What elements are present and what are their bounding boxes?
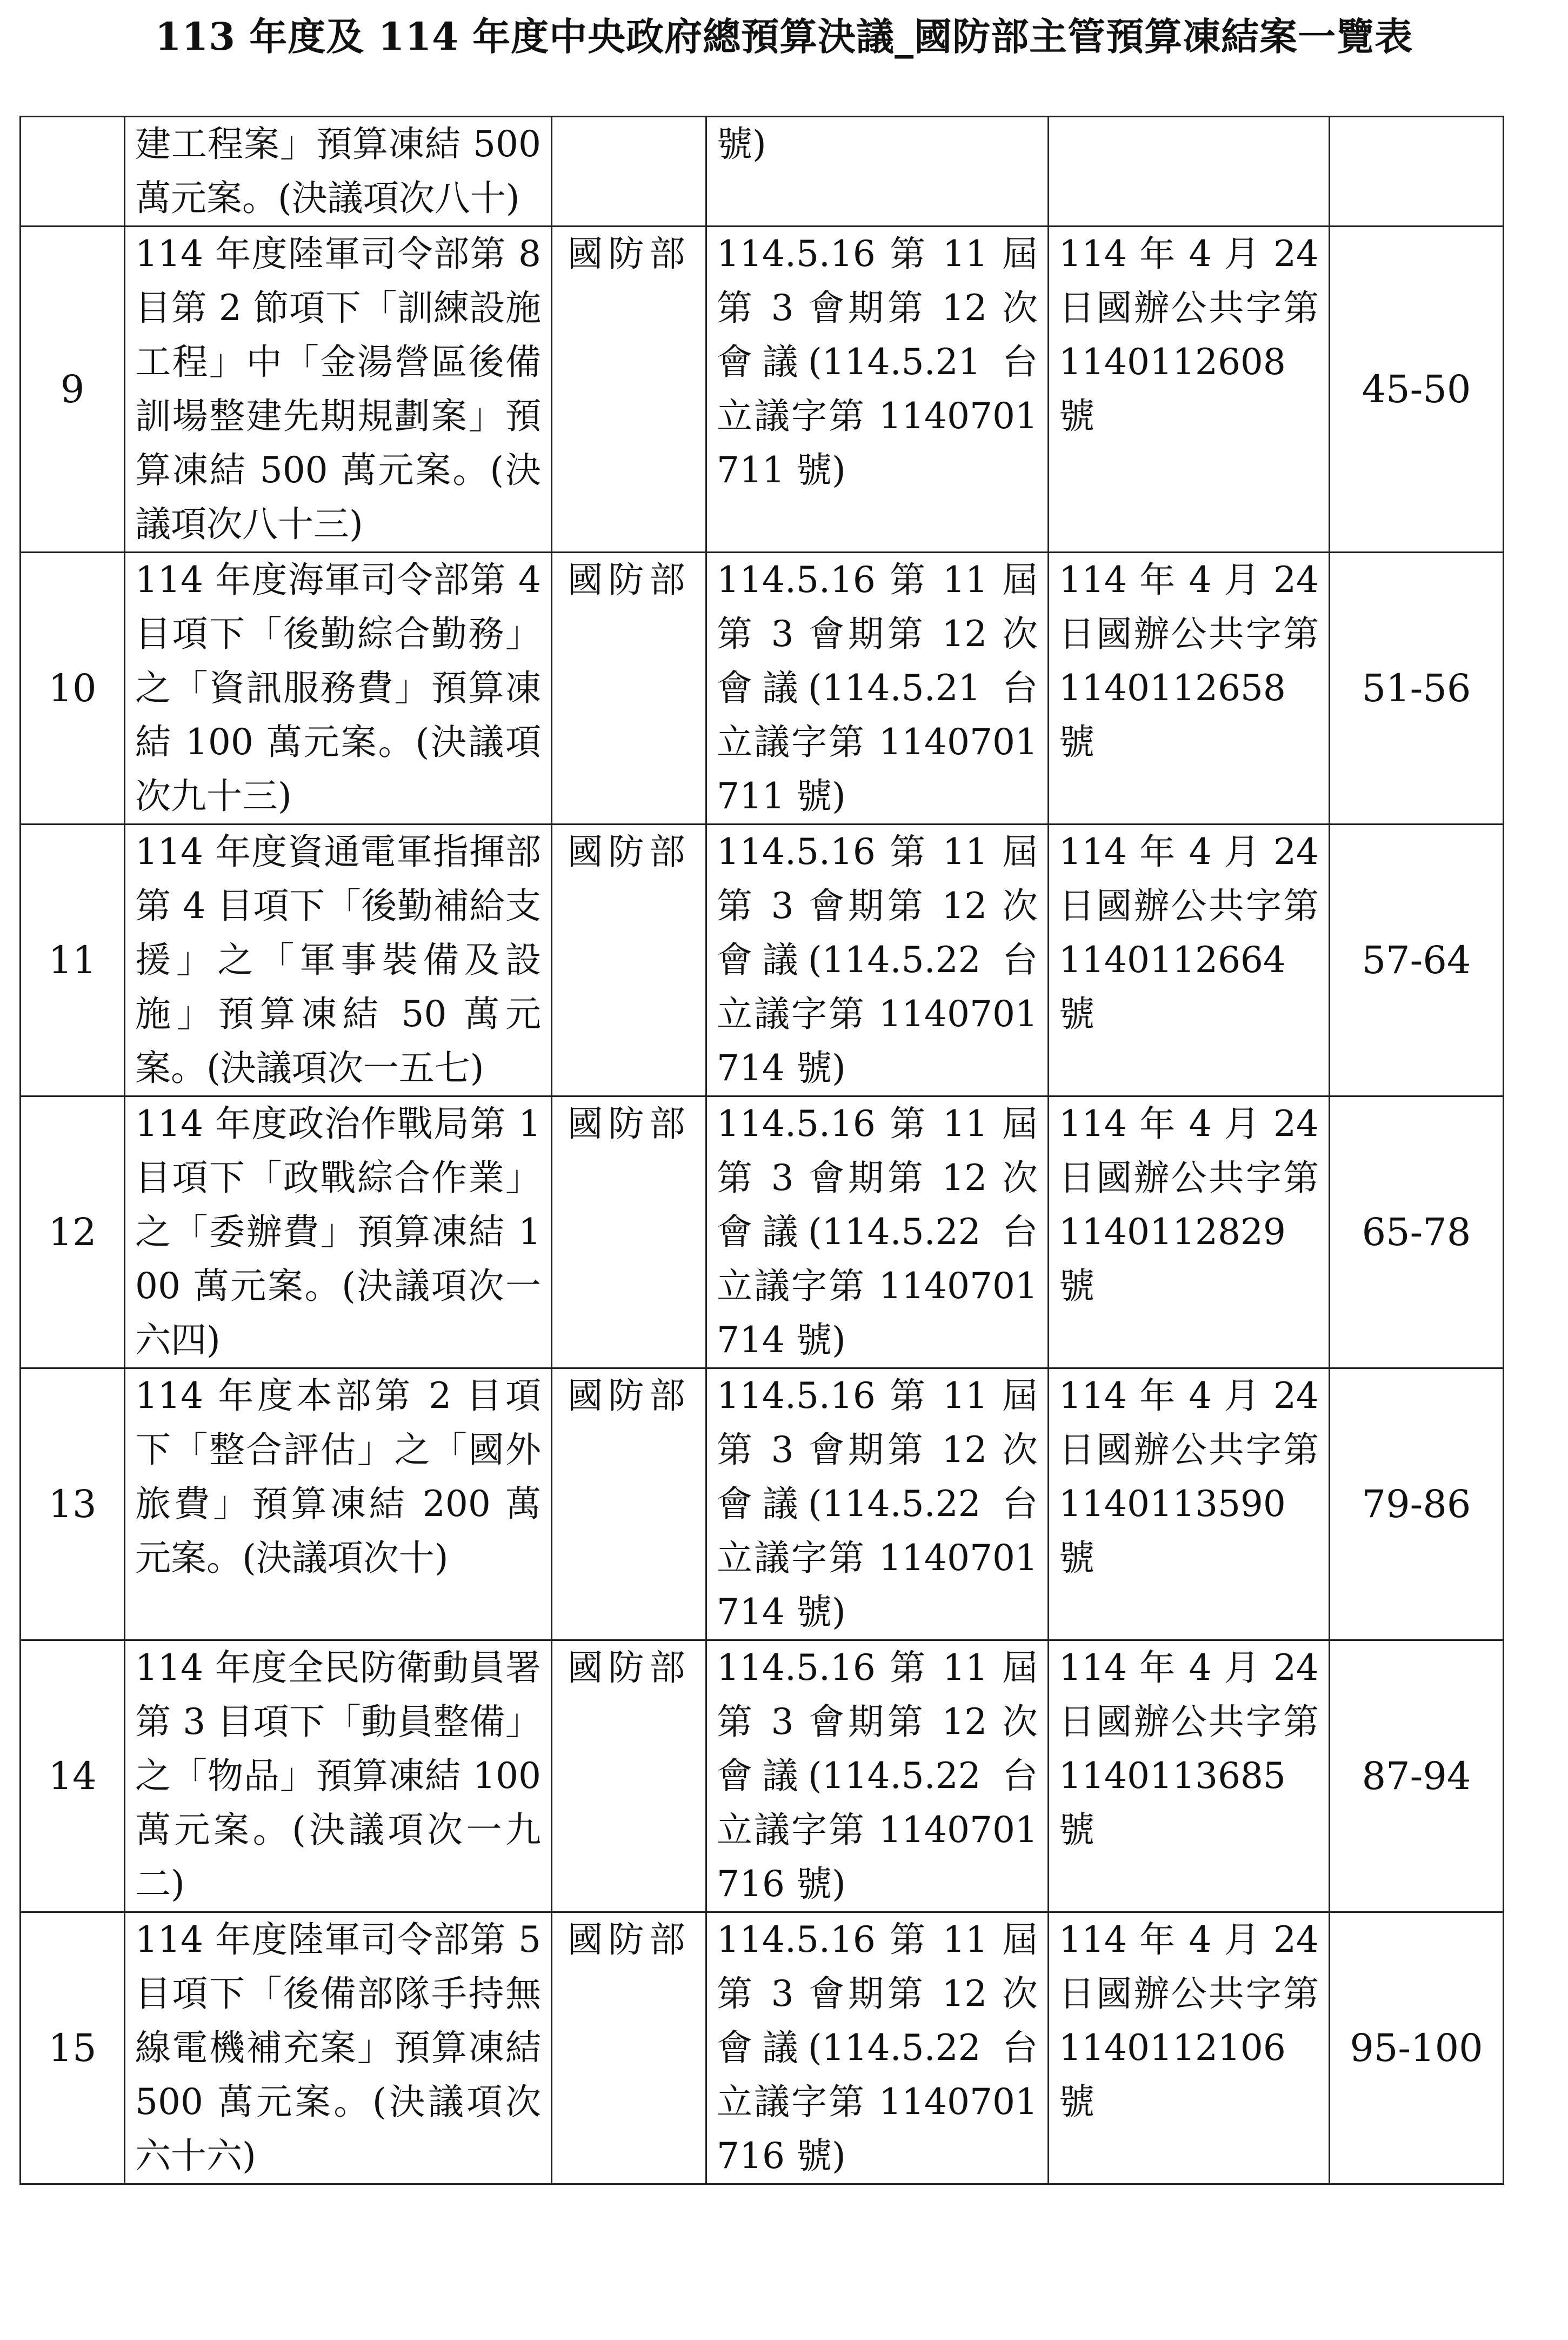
official-letter-cell: 114 年 4 月 24 日國辦公共字第 1140112664 號 xyxy=(1049,825,1330,1096)
table-row xyxy=(21,553,1504,825)
page-range-cell: 79-86 xyxy=(1330,1368,1504,1640)
official-letter-cell: 114 年 4 月 24 日國辦公共字第 1140112829 號 xyxy=(1049,1096,1330,1368)
case-number-cell: 10 xyxy=(21,553,125,825)
table-row xyxy=(21,1640,1504,1912)
page-title: 113 年度及 114 年度中央政府總預算決議_國防部主管預算凍結案一覽表 xyxy=(155,14,1413,59)
freeze-case-table xyxy=(19,116,1504,2185)
case-number-cell: 9 xyxy=(21,227,125,553)
meeting-resolution-cell: 114.5.16 第 11 屆第 3 會期第 12 次會議(114.5.22 台立議字第 1140701714 號) xyxy=(706,825,1049,1096)
agency-cell xyxy=(552,117,706,227)
table-row xyxy=(21,227,1504,553)
table-row-continuation xyxy=(21,117,1504,227)
case-number-cell xyxy=(21,117,125,227)
meeting-resolution-cell: 114.5.16 第 11 屆第 3 會期第 12 次會議(114.5.22 台立議字第 1140701716 號) xyxy=(706,1912,1049,2184)
agency-cell: 國防部 xyxy=(552,1096,706,1368)
case-number-cell: 11 xyxy=(21,825,125,1096)
meeting-resolution-cell: 號) xyxy=(706,117,1049,227)
table-row xyxy=(21,825,1504,1096)
meeting-resolution-cell: 114.5.16 第 11 屆第 3 會期第 12 次會議(114.5.22 台立議字第 1140701714 號) xyxy=(706,1368,1049,1640)
agency-cell: 國防部 xyxy=(552,825,706,1096)
case-description-cell: 建工程案」預算凍結 500 萬元案。(決議項次八十) xyxy=(125,117,552,227)
page-range-cell: 95-100 xyxy=(1330,1912,1504,2184)
case-description-cell: 114 年度政治作戰局第 1 目項下「政戰綜合作業」之「委辦費」預算凍結 100 萬元案。(決議項次一六四) xyxy=(125,1096,552,1368)
official-letter-cell xyxy=(1049,117,1330,227)
page-range-cell: 57-64 xyxy=(1330,825,1504,1096)
case-description-cell: 114 年度陸軍司令部第 5 目項下「後備部隊手持無線電機補充案」預算凍結 500 萬元案。(決議項次六十六) xyxy=(125,1912,552,2184)
official-letter-cell: 114 年 4 月 24 日國辦公共字第 1140113685 號 xyxy=(1049,1640,1330,1912)
agency-cell: 國防部 xyxy=(552,227,706,553)
case-description-cell: 114 年度陸軍司令部第 8 目第 2 節項下「訓練設施工程」中「金湯營區後備訓場整建先期規劃案」預算凍結 500 萬元案。(決議項次八十三) xyxy=(125,227,552,553)
table-row xyxy=(21,1096,1504,1368)
case-number-cell: 12 xyxy=(21,1096,125,1368)
page-range-cell xyxy=(1330,117,1504,227)
meeting-resolution-cell: 114.5.16 第 11 屆第 3 會期第 12 次會議(114.5.22 台立議字第 1140701714 號) xyxy=(706,1096,1049,1368)
case-description-cell: 114 年度本部第 2 目項下「整合評估」之「國外旅費」預算凍結 200 萬元案。(決議項次十) xyxy=(125,1368,552,1640)
table-row xyxy=(21,1368,1504,1640)
agency-cell: 國防部 xyxy=(552,1640,706,1912)
agency-cell: 國防部 xyxy=(552,1912,706,2184)
page-range-cell: 45-50 xyxy=(1330,227,1504,553)
official-letter-cell: 114 年 4 月 24 日國辦公共字第 1140112608 號 xyxy=(1049,227,1330,553)
official-letter-cell: 114 年 4 月 24 日國辦公共字第 1140113590 號 xyxy=(1049,1368,1330,1640)
agency-cell: 國防部 xyxy=(552,1368,706,1640)
case-description-cell: 114 年度全民防衛動員署第 3 目項下「動員整備」之「物品」預算凍結 100 萬元案。(決議項次一九二) xyxy=(125,1640,552,1912)
case-description-cell: 114 年度海軍司令部第 4 目項下「後勤綜合勤務」之「資訊服務費」預算凍結 100 萬元案。(決議項次九十三) xyxy=(125,553,552,825)
page-range-cell: 65-78 xyxy=(1330,1096,1504,1368)
page-range-cell: 87-94 xyxy=(1330,1640,1504,1912)
meeting-resolution-cell: 114.5.16 第 11 屆第 3 會期第 12 次會議(114.5.22 台立議字第 1140701716 號) xyxy=(706,1640,1049,1912)
page-range-cell: 51-56 xyxy=(1330,553,1504,825)
case-number-cell: 13 xyxy=(21,1368,125,1640)
official-letter-cell: 114 年 4 月 24 日國辦公共字第 1140112658 號 xyxy=(1049,553,1330,825)
table-row xyxy=(21,1912,1504,2184)
meeting-resolution-cell: 114.5.16 第 11 屆第 3 會期第 12 次會議(114.5.21 台立議字第 1140701711 號) xyxy=(706,227,1049,553)
case-description-cell: 114 年度資通電軍指揮部第 4 目項下「後勤補給支援」之「軍事裝備及設施」預算凍結 50 萬元案。(決議項次一五七) xyxy=(125,825,552,1096)
case-number-cell: 15 xyxy=(21,1912,125,2184)
case-number-cell: 14 xyxy=(21,1640,125,1912)
official-letter-cell: 114 年 4 月 24 日國辦公共字第 1140112106 號 xyxy=(1049,1912,1330,2184)
agency-cell: 國防部 xyxy=(552,553,706,825)
meeting-resolution-cell: 114.5.16 第 11 屆第 3 會期第 12 次會議(114.5.21 台立議字第 1140701711 號) xyxy=(706,553,1049,825)
